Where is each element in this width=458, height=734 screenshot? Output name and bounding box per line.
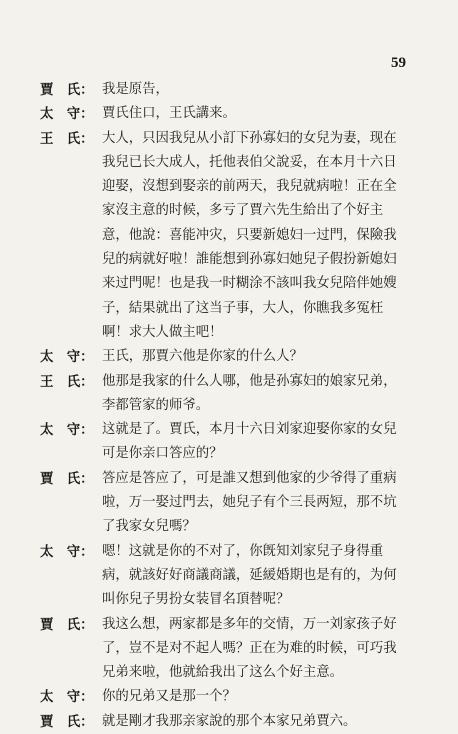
- dialogue-turn: [40, 685, 435, 709]
- dialogue-turn: [40, 78, 435, 102]
- dialogue-text: 了，豈不是对不起人嗎？正在为难的时候，可巧我: [102, 640, 397, 656]
- dialogue-text: 王氏，那賈六他是你家的什么人？: [102, 349, 303, 365]
- dialogue-text: 兒的病就好啦！誰能想到孙寡妇她兒子假扮新媳妇: [102, 252, 397, 268]
- dialogue-text: 大人，只因我兒从小訂下孙寡妇的女兒为妻，现在: [102, 130, 397, 146]
- dialogue-text: 賈氏住口，王氏講来。: [102, 106, 236, 122]
- dialogue-text: 答应是答应了，可是誰又想到他家的少爷得了重病: [102, 470, 397, 486]
- dialogue-text: 嗯！这就是你的不对了，你旣知刘家兒子身得重: [102, 543, 384, 559]
- dialogue-continuation: [40, 442, 435, 466]
- speaker-label: 王 氏：: [40, 130, 94, 147]
- dialogue-text: 他那是我家的什么人哪，他是孙寡妇的娘家兄弟，: [102, 373, 397, 389]
- speaker-label: 王 氏：: [40, 373, 94, 390]
- speaker-label: 太 守：: [40, 106, 94, 123]
- dialogue-continuation: [40, 248, 435, 272]
- dialogue-text: 家沒主意的时候，多亏了賈六先生給出了个好主: [102, 203, 384, 219]
- dialogue-continuation: [40, 175, 435, 199]
- speaker-label: 太 守：: [40, 689, 94, 706]
- page-number: 59: [391, 55, 406, 71]
- dialogue-continuation: [40, 394, 435, 418]
- dialogue-turn: [40, 370, 435, 394]
- dialogue-continuation: [40, 588, 435, 612]
- speaker-label: 太 守：: [40, 422, 94, 439]
- dialogue-continuation: [40, 297, 435, 321]
- dialogue-continuation: [40, 637, 435, 661]
- dialogue-text: 我这么想，两家都是多年的交情，万一刘家孩子好: [102, 616, 397, 632]
- dialogue-text: 就是剛才我那亲家說的那个本家兄弟賈六。: [102, 713, 357, 729]
- script-body: [40, 78, 435, 734]
- speaker-label: 太 守：: [40, 543, 94, 560]
- dialogue-continuation: [40, 224, 435, 248]
- dialogue-text: 来过門呢！也是我一时糊涂不該叫我女兒陪伴她嫂: [102, 276, 397, 292]
- dialogue-text: 我是原告，: [102, 82, 169, 97]
- dialogue-turn: [40, 467, 435, 491]
- dialogue-continuation: [40, 321, 435, 345]
- dialogue-text: 意，他說：喜能冲灾，只要新媳妇一过門，保險我: [102, 227, 397, 243]
- speaker-label: 賈 氏：: [40, 713, 94, 730]
- dialogue-turn: [40, 102, 435, 126]
- dialogue-turn: [40, 710, 435, 734]
- dialogue-continuation: [40, 564, 435, 588]
- dialogue-text: 子，結果就出了这当子事，大人，你瞧我多冤枉: [102, 300, 384, 316]
- speaker-label: 賈 氏：: [40, 82, 94, 98]
- speaker-label: 太 守：: [40, 349, 94, 366]
- dialogue-continuation: [40, 199, 435, 223]
- dialogue-text: 了我家女兒嗎？: [102, 519, 196, 535]
- dialogue-text: 这就是了。賈氏，本月十六日刘家迎娶你家的女兒: [102, 422, 397, 438]
- dialogue-turn: [40, 127, 435, 151]
- dialogue-text: 可是你亲口答应的？: [102, 446, 223, 462]
- dialogue-continuation: [40, 661, 435, 685]
- dialogue-continuation: [40, 272, 435, 296]
- dialogue-turn: [40, 540, 435, 564]
- dialogue-text: 迎娶，沒想到娶亲的前两天，我兒就病啦！正在全: [102, 179, 397, 195]
- dialogue-text: 我兒已长大成人，托他表伯父說妥，在本月十六日: [102, 154, 397, 170]
- dialogue-text: 啊！求大人做主吧！: [102, 324, 223, 340]
- dialogue-continuation: [40, 151, 435, 175]
- dialogue-text: 兄弟来啦，他就給我出了这么个好主意。: [102, 665, 344, 681]
- dialogue-continuation: [40, 491, 435, 515]
- speaker-label: 賈 氏：: [40, 470, 94, 487]
- dialogue-turn: [40, 345, 435, 369]
- dialogue-turn: [40, 613, 435, 637]
- dialogue-text: 李都管家的师爷。: [102, 397, 210, 413]
- dialogue-continuation: [40, 515, 435, 539]
- dialogue-text: 病，就該好好商議商議，延緩婚期也是有的，为何: [102, 567, 397, 583]
- dialogue-text: 叫你兒子男扮女装冒名頂替呢？: [102, 592, 290, 608]
- speaker-label: 賈 氏：: [40, 616, 94, 633]
- dialogue-turn: [40, 418, 435, 442]
- dialogue-text: 你的兄弟又是那一个？: [102, 689, 236, 705]
- dialogue-text: 啦，万一娶过門去，她兒子有个三長两短，那不坑: [102, 495, 397, 511]
